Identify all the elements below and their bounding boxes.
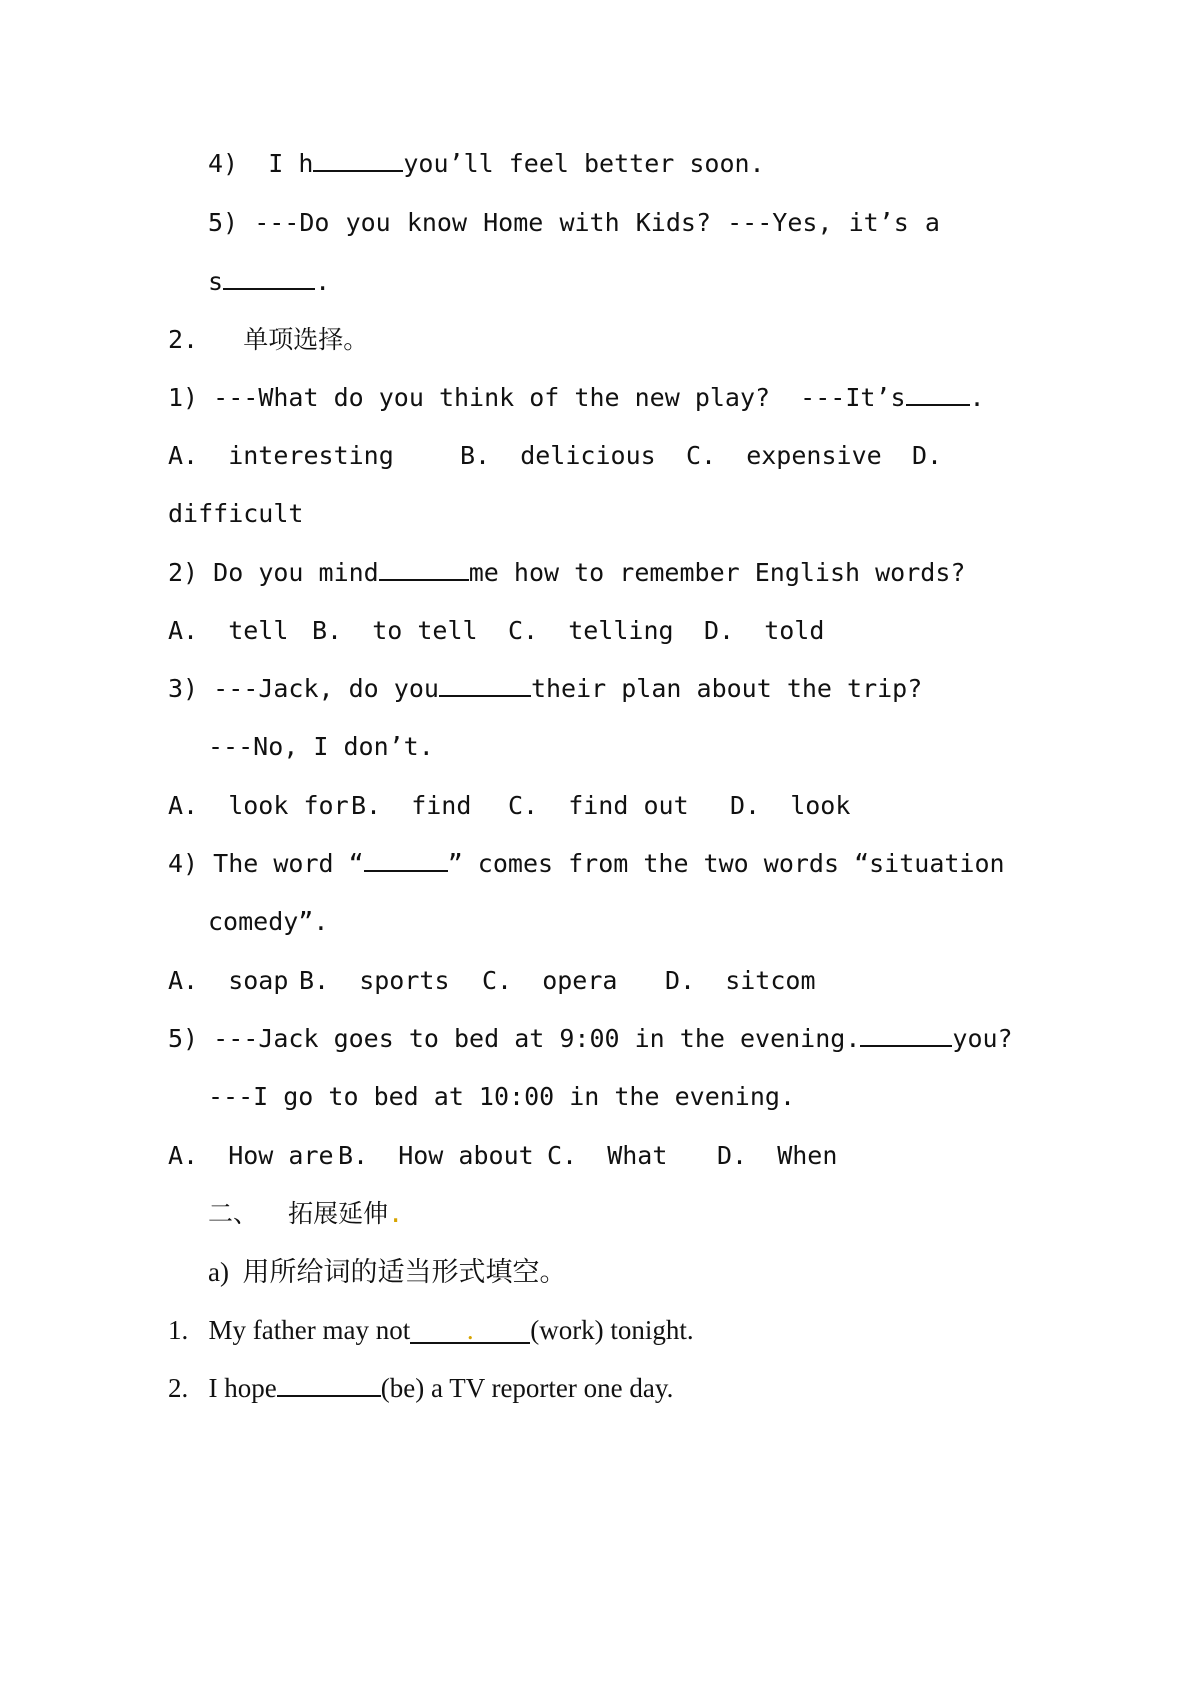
mcq-2-stem: 2) Do you mind me how to remember English words? <box>168 555 965 591</box>
mcq-3-stem: 3) ---Jack, do you their plan about the trip? <box>168 671 922 707</box>
question-4: 4) I h you’ll feel better soon. <box>208 146 765 182</box>
mcq-3-stem-line2: ---No, I don’t. <box>208 732 434 761</box>
mcq-1-option-c[interactable]: C. expensive <box>686 441 882 470</box>
mcq-5-option-a[interactable]: A. How are <box>168 1141 334 1170</box>
answer-blank[interactable] <box>439 671 531 697</box>
mcq-1-stem: 1) ---What do you think of the new play? ---It’s . <box>168 380 985 416</box>
mcq-3-option-c[interactable]: C. find out <box>508 791 689 820</box>
answer-blank[interactable] <box>906 380 970 406</box>
mcq-2-option-d[interactable]: D. told <box>704 616 825 645</box>
mcq-4-option-c[interactable]: C. opera <box>482 966 618 995</box>
section-2-heading: 2. 单项选择。 <box>168 325 369 354</box>
mcq-5-option-c[interactable]: C. What <box>547 1141 668 1170</box>
mcq-4-option-a[interactable]: A. soap <box>168 966 289 995</box>
mcq-1-option-d-text[interactable]: difficult <box>168 499 304 528</box>
mcq-3-option-d[interactable]: D. look <box>730 791 851 820</box>
answer-blank[interactable] <box>313 146 403 172</box>
mcq-5-option-b[interactable]: B. How about <box>338 1141 534 1170</box>
fill-2: 2. I hope (be) a TV reporter one day. <box>168 1373 674 1403</box>
mcq-4-option-b[interactable]: B. sports <box>299 966 450 995</box>
answer-blank[interactable] <box>277 1371 381 1397</box>
extension-heading: 二、 拓展延伸. <box>208 1199 404 1228</box>
fill-1: 1. My father may not . (work) tonight. <box>168 1315 694 1345</box>
mcq-5-option-d[interactable]: D. When <box>717 1141 838 1170</box>
extension-subheading: a) 用所给词的适当形式填空。 <box>208 1257 567 1287</box>
answer-blank[interactable] <box>379 555 469 581</box>
mcq-3-option-b[interactable]: B. find <box>351 791 472 820</box>
mcq-3-option-a[interactable]: A. look for <box>168 791 349 820</box>
mcq-2-option-a[interactable]: A. tell <box>168 616 289 645</box>
mcq-2-option-b[interactable]: B. to tell <box>312 616 478 645</box>
answer-blank[interactable] <box>860 1021 952 1047</box>
mcq-4-stem-line2: comedy”. <box>208 907 329 936</box>
mcq-5-stem-line2: ---I go to bed at 10:00 in the evening. <box>208 1082 795 1111</box>
answer-blank[interactable] <box>223 264 315 290</box>
mcq-2-option-c[interactable]: C. telling <box>508 616 674 645</box>
answer-blank[interactable]: . <box>410 1318 530 1344</box>
mcq-1-option-a[interactable]: A. interesting <box>168 441 394 470</box>
mcq-4-option-d[interactable]: D. sitcom <box>665 966 816 995</box>
question-5-line2: s . <box>208 264 330 300</box>
answer-blank[interactable] <box>364 846 448 872</box>
mcq-5-stem: 5) ---Jack goes to bed at 9:00 in the evening. you? <box>168 1021 1013 1057</box>
mcq-1-option-d[interactable]: D. <box>912 441 943 470</box>
mcq-4-stem: 4) The word “ ” comes from the two words “situation <box>168 846 1005 882</box>
question-5: 5) ---Do you know Home with Kids? ---Yes, it’s a <box>208 208 940 237</box>
mcq-1-option-b[interactable]: B. delicious <box>460 441 656 470</box>
